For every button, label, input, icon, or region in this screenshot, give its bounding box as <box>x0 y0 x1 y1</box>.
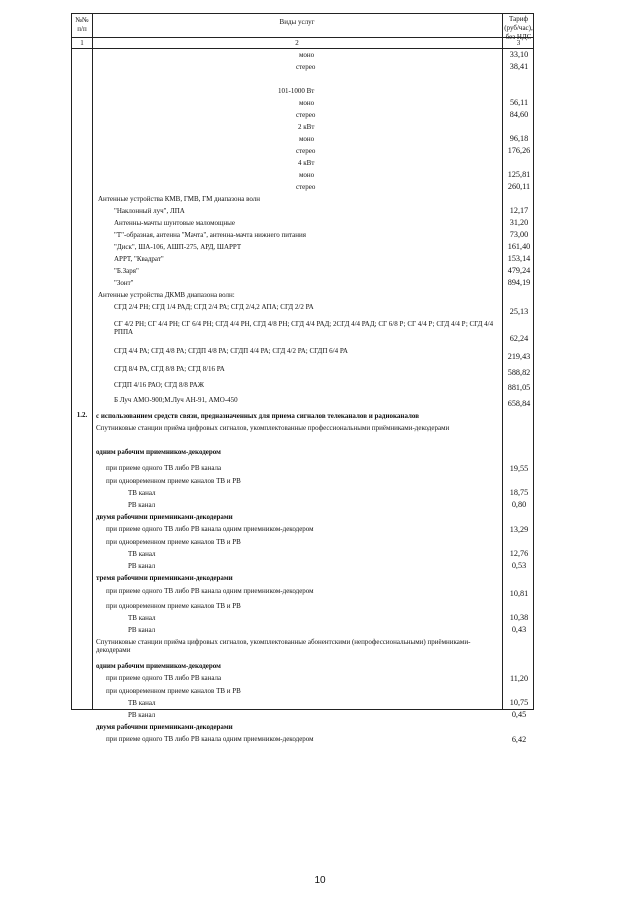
service-description: Антенные устройства ДКМВ диапазона волн: <box>98 291 235 299</box>
table-row <box>72 446 533 462</box>
table-row <box>72 363 533 379</box>
tariff-value: 658,84 <box>507 399 531 408</box>
service-description: при одновременном приеме каналов ТВ и РВ <box>106 602 241 610</box>
service-description: 2 кВт <box>298 123 315 131</box>
tariff-value: 18,75 <box>509 488 529 497</box>
service-description: РВ канал <box>128 501 156 509</box>
service-description: "Зонт" <box>114 279 134 287</box>
service-description: РВ канал <box>128 626 156 634</box>
table-row <box>72 121 533 133</box>
service-description: Антенные устройства КМВ, ГМВ, ГМ диапазона волн <box>98 195 260 203</box>
table-row <box>72 685 533 697</box>
tariff-value: 0,43 <box>511 625 527 634</box>
service-description: РВ канал <box>128 711 156 719</box>
service-description: тремя рабочими приемниками-декодерами <box>96 574 233 582</box>
service-description: АРРТ, "Квадрат" <box>114 255 164 263</box>
table-row <box>72 133 533 145</box>
table-row <box>72 560 533 572</box>
header-index-2: 2 <box>295 39 299 47</box>
tariff-value: 0,53 <box>511 561 527 570</box>
table-row <box>72 345 533 363</box>
table-row <box>72 157 533 169</box>
service-description: при одновременном приеме каналов ТВ и РВ <box>106 538 241 546</box>
tariff-value: 588,82 <box>507 368 531 377</box>
table-row <box>72 289 533 301</box>
service-description: при приеме одного ТВ либо РВ канала одним приемником-декодером <box>106 525 314 533</box>
service-description: ТВ канал <box>128 550 156 558</box>
service-description: СГД 4/4 РА; СГД 4/8 РА; СГДП 4/8 РА; СГДП 4/4 РА; СГД 4/2 РА; СГДП 6/4 РА <box>114 347 348 355</box>
service-description: ТВ канал <box>128 699 156 707</box>
table-row <box>72 301 533 318</box>
service-description: СГ 4/2 РН; СГ 4/4 РН; СГ 6/4 РН; СГД 4/4 РН, СГД 4/8 РН; СГД 4/4 РАД; 2СГД 4/4 РАД; СГ 6/8 Р; СГ 4/4 Р; СГД 4/4 Р; СГД 4/4 РППА <box>114 320 494 336</box>
service-description: стерео <box>296 111 316 119</box>
service-description: "Наклонный луч", ЛПА <box>114 207 185 215</box>
table-row <box>72 600 533 612</box>
table-row <box>72 229 533 241</box>
service-description: при приеме одного ТВ либо РВ канала одним приемником-декодером <box>106 587 314 595</box>
table-row <box>72 394 533 410</box>
tariff-value: 10,81 <box>509 589 529 598</box>
tariff-value: 0,45 <box>511 710 527 719</box>
table-row <box>72 169 533 181</box>
table-row <box>72 523 533 536</box>
table-row <box>72 277 533 289</box>
tariff-value: 62,24 <box>509 334 529 343</box>
tariff-value: 19,55 <box>509 464 529 473</box>
header-service: Виды услуг <box>279 18 315 26</box>
table-row <box>72 217 533 229</box>
tariff-value: 6,42 <box>511 735 527 744</box>
table-row <box>72 511 533 523</box>
table-row <box>72 697 533 709</box>
tariff-value: 56,11 <box>509 98 529 107</box>
table-row <box>72 721 533 733</box>
service-description: одним рабочим приемником-декодером <box>96 662 221 670</box>
header-tariff: Тариф (руб/час), без НДС <box>504 15 533 41</box>
table-row <box>72 410 533 422</box>
service-description: двумя рабочими приемниками-декодерами <box>96 513 233 521</box>
service-description: моно <box>299 51 315 59</box>
service-description: 4 кВт <box>298 159 315 167</box>
tariff-value: 0,80 <box>511 500 527 509</box>
table-row <box>72 379 533 394</box>
tariff-value: 125,81 <box>507 170 531 179</box>
service-description: при одновременном приеме каналов ТВ и РВ <box>106 477 241 485</box>
table-row <box>72 585 533 600</box>
table-row <box>72 624 533 636</box>
table-row <box>72 487 533 499</box>
service-description: "Б.Заря" <box>114 267 139 275</box>
table-row <box>72 536 533 548</box>
tariff-value: 84,60 <box>509 110 529 119</box>
tariff-value: 161,40 <box>507 242 531 251</box>
header-index-3: 3 <box>516 39 521 47</box>
service-description: двумя рабочими приемниками-декодерами <box>96 723 233 731</box>
service-description: СГДП 4/16 РАО; СГД 8/8 РАЖ <box>114 381 204 389</box>
header-index-1: 1 <box>80 39 84 47</box>
table-row <box>72 97 533 109</box>
tariff-value: 12,76 <box>509 549 529 558</box>
tariff-value: 260,11 <box>507 182 531 191</box>
tariff-value: 12,17 <box>509 206 529 215</box>
tariff-value: 479,24 <box>507 266 531 275</box>
table-row <box>72 660 533 672</box>
tariff-value: 176,26 <box>507 146 531 155</box>
table-row <box>72 733 533 746</box>
service-description: СГД 2/4 РН; СГД 1/4 РАД; СГД 2/4 РА; СГД 2/4,2 АПА; СГД 2/2 РА <box>114 303 314 311</box>
table-row <box>72 109 533 121</box>
service-description: Антенны-мачты шунтовые маломощные <box>114 219 235 227</box>
tariff-value: 96,18 <box>509 134 529 143</box>
service-description: стерео <box>296 183 316 191</box>
service-description: моно <box>299 99 315 107</box>
service-description: "Т"-образная, антенна "Мачта", антенна-мачта нижнего питания <box>114 231 306 239</box>
table-row <box>72 193 533 205</box>
table-row <box>72 548 533 560</box>
table-row <box>72 672 533 685</box>
table-row <box>72 709 533 721</box>
service-description: стерео <box>296 147 316 155</box>
service-description: с использованием средств связи, предназначенных для приема сигналов телеканалов и радиоканалов <box>96 412 420 420</box>
service-description: ТВ канал <box>128 614 156 622</box>
tariff-value: 13,29 <box>509 525 529 534</box>
service-description: моно <box>299 135 315 143</box>
tariff-value: 25,13 <box>509 307 529 316</box>
table-row <box>72 475 533 487</box>
table-row <box>72 422 533 446</box>
table-row <box>72 265 533 277</box>
tariff-value: 153,14 <box>507 254 531 263</box>
service-description: Спутниковые станции приёма цифровых сигналов, укомплектованные профессиональными приёмниками-декодерами <box>96 424 450 432</box>
service-description: 101-1000 Вт <box>278 87 315 95</box>
tariff-value: 38,41 <box>509 62 529 71</box>
service-description: при приеме одного ТВ либо РВ канала одним приемником-декодером <box>106 735 314 743</box>
table-row <box>72 181 533 193</box>
tariff-value: 10,38 <box>509 613 529 622</box>
service-description: "Диск", ША-106, АШП-275, АРД, ШАРРТ <box>114 243 242 251</box>
tariff-value: 219,43 <box>507 352 531 361</box>
header-divider <box>72 37 533 38</box>
service-description: РВ канал <box>128 562 156 570</box>
service-description: стерео <box>296 63 316 71</box>
row-number: 1.2. <box>76 411 88 419</box>
table-row <box>72 73 533 85</box>
tariff-value: 881,05 <box>507 383 531 392</box>
page-number: 10 <box>314 875 326 886</box>
table-row <box>72 241 533 253</box>
table-row <box>72 253 533 265</box>
table-row <box>72 49 533 61</box>
tariff-value: 11,20 <box>509 674 529 683</box>
tariff-value: 894,19 <box>507 278 531 287</box>
table-row <box>72 462 533 475</box>
service-description: Б Луч АМО-900;М.Луч АН-91, АМО-450 <box>114 396 238 404</box>
table-row <box>72 318 533 345</box>
table-row <box>72 499 533 511</box>
table-row <box>72 572 533 585</box>
service-description: СГД 8/4 РА, СГД 8/8 РА; СГД 8/16 РА <box>114 365 225 373</box>
service-description: при приеме одного ТВ либо РВ канала <box>106 674 222 682</box>
service-description: при одновременном приеме каналов ТВ и РВ <box>106 687 241 695</box>
service-description: моно <box>299 171 315 179</box>
table-row <box>72 612 533 624</box>
tariff-value: 73,00 <box>509 230 529 239</box>
table-row <box>72 636 533 660</box>
service-description: Спутниковые станции приёма цифровых сигналов, укомплектованные абонентскими (непрофессиональными) приёмниками-декодерами <box>96 638 471 654</box>
table-row <box>72 85 533 97</box>
tariff-value: 10,75 <box>509 698 529 707</box>
tariff-table <box>71 13 534 744</box>
table-row <box>72 61 533 73</box>
service-description: ТВ канал <box>128 489 156 497</box>
service-description: при приеме одного ТВ либо РВ канала <box>106 464 222 472</box>
service-description: одним рабочим приемником-декодером <box>96 448 221 456</box>
table-row <box>72 145 533 157</box>
header-num: №№ п/п <box>75 16 89 33</box>
tariff-value: 33,10 <box>509 50 529 59</box>
tariff-value: 31,20 <box>509 218 529 227</box>
table-row <box>72 205 533 217</box>
